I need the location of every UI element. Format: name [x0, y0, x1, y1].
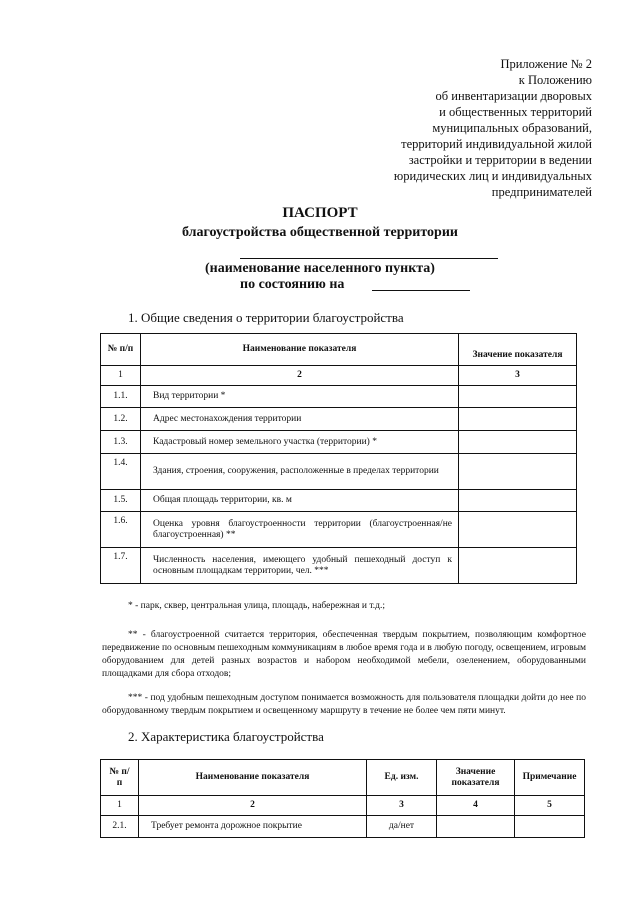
indicator-name: Требует ремонта дорожное покрытие	[139, 816, 367, 838]
row-number: 1.1.	[101, 386, 141, 408]
as-of-label: по состоянию на	[240, 277, 345, 292]
footnote-3: *** - под удобным пешеходным доступом понимается возможность для пользователя площадки дойти до нее по оборудованному твердым покрытием и освещенному маршруту в течение не более чем пяти минут.	[102, 693, 586, 716]
table-row	[101, 386, 577, 408]
unit-cell: да/нет	[367, 816, 437, 838]
column-number: 3	[367, 796, 437, 816]
indicator-value[interactable]	[437, 816, 515, 838]
header-cell: Наименование показателя	[141, 334, 459, 366]
section1-heading: 1. Общие сведения о территории благоустройства	[128, 310, 404, 325]
appendix-header	[292, 56, 592, 200]
indicator-value[interactable]	[459, 408, 577, 431]
appendix-line: муниципальных образований,	[432, 121, 592, 135]
column-number: 2	[139, 796, 367, 816]
header-cell: № п/п	[101, 760, 139, 796]
appendix-line: Приложение № 2	[500, 57, 592, 71]
indicator-name: Здания, строения, сооружения, расположенные в пределах территории	[141, 454, 459, 490]
row-number: 2.1.	[101, 816, 139, 838]
table-header-row	[101, 334, 577, 366]
header-cell: № п/п	[101, 334, 141, 366]
indicator-name: Вид территории *	[141, 386, 459, 408]
column-number: 2	[141, 366, 459, 386]
appendix-line: к Положению	[518, 73, 592, 87]
table-row	[101, 408, 577, 431]
general-info-table	[100, 333, 577, 584]
document-subtitle: благоустройства общественной территории	[182, 225, 458, 240]
header-cell: Ед. изм.	[367, 760, 437, 796]
row-number: 1.2.	[101, 408, 141, 431]
table-row	[101, 454, 577, 490]
appendix-line: юридических лиц и индивидуальных	[393, 169, 592, 183]
row-number: 1.3.	[101, 431, 141, 454]
document-title: ПАСПОРТ	[282, 205, 358, 221]
table-row	[101, 816, 585, 838]
indicator-name: Оценка уровня благоустроенности территории (благоустроенная/не благоустроенная) **	[141, 512, 459, 548]
table-row	[101, 431, 577, 454]
indicator-value[interactable]	[459, 490, 577, 512]
table-header-row	[101, 760, 585, 796]
table-row	[101, 548, 577, 584]
appendix-line: и общественных территорий	[439, 105, 592, 119]
row-number: 1.5.	[101, 490, 141, 512]
header-cell: Значение показателя	[437, 760, 515, 796]
row-number: 1.4.	[101, 454, 141, 490]
appendix-line: застройки и территории в ведении	[408, 153, 592, 167]
indicator-name: Кадастровый номер земельного участка (территории) *	[141, 431, 459, 454]
appendix-line: предпринимателей	[491, 185, 592, 199]
section2-heading: 2. Характеристика благоустройства	[128, 729, 324, 744]
header-cell: Примечание	[515, 760, 585, 796]
indicator-value[interactable]	[459, 386, 577, 408]
settlement-blank-line	[240, 258, 498, 259]
appendix-line: территорий индивидуальной жилой	[401, 137, 592, 151]
column-number-row	[101, 796, 585, 816]
footnote-2: ** - благоустроенной считается территория, обеспеченная твердым покрытием, позволяющим комфортное передвижение по основным пешеходным коммуникациям в любое время года и в любую погоду, освещением, игровым оборудованием для детей разных возрастов и набором необходимой мебели, озеленением, оборудованными площадками для сбора отходов;	[102, 630, 586, 679]
column-number: 1	[101, 366, 141, 386]
indicator-value[interactable]	[459, 548, 577, 584]
appendix-line: об инвентаризации дворовых	[435, 89, 592, 103]
indicator-name: Адрес местонахождения территории	[141, 408, 459, 431]
indicator-name: Общая площадь территории, кв. м	[141, 490, 459, 512]
table-row	[101, 512, 577, 548]
indicator-name: Численность населения, имеющего удобный пешеходный доступ к основным площадкам территории, чел. ***	[141, 548, 459, 584]
footnote-1: * - парк, сквер, центральная улица, площадь, набережная и т.д.;	[128, 601, 386, 611]
row-number: 1.7.	[101, 548, 141, 584]
table-row	[101, 490, 577, 512]
header-cell: Наименование показателя	[139, 760, 367, 796]
column-number: 5	[515, 796, 585, 816]
characteristics-table	[100, 759, 585, 838]
note-cell[interactable]	[515, 816, 585, 838]
header-cell: Значение показателя	[459, 334, 577, 366]
column-number-row	[101, 366, 577, 386]
row-number: 1.6.	[101, 512, 141, 548]
indicator-value[interactable]	[459, 512, 577, 548]
settlement-caption: (наименование населенного пункта)	[205, 261, 435, 276]
date-blank-line	[372, 290, 470, 291]
indicator-value[interactable]	[459, 454, 577, 490]
column-number: 4	[437, 796, 515, 816]
column-number: 3	[459, 366, 577, 386]
indicator-value[interactable]	[459, 431, 577, 454]
column-number: 1	[101, 796, 139, 816]
